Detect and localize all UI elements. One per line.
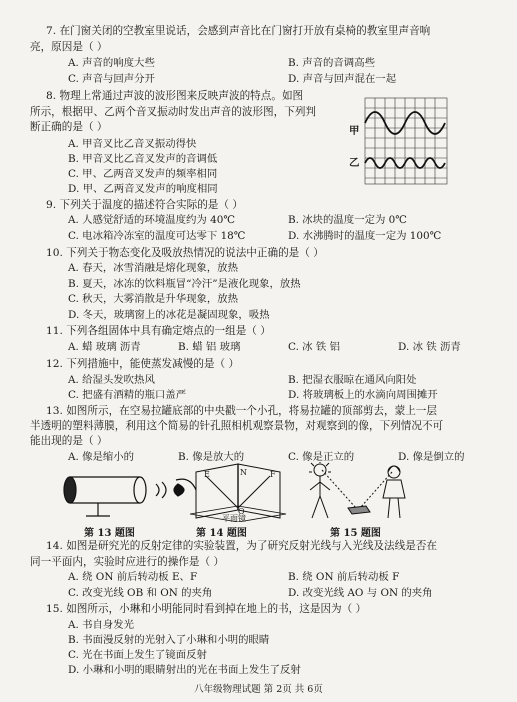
q15-option-c: C. 光在书面上发生了镜面反射 — [68, 649, 207, 661]
q11-option-a: A. 蜡 玻璃 沥青 — [68, 341, 141, 353]
waveform-figure — [364, 97, 448, 185]
q7-option-b: B. 声音的音调高些 — [288, 57, 375, 69]
q13-option-b: B. 像是放大的 — [178, 451, 245, 463]
q8-line1: 8. 物理上常通过声波的波形图来反映声波的特点。如图 — [46, 90, 304, 102]
caption-figure-13: 第 13 题图 — [84, 528, 135, 539]
q7-line1: 7. 在门窗关闭的空教室里说话，会感到声音比在门窗打开放有桌椅的教室里声音响 — [46, 25, 431, 37]
q10-option-a: A. 春天，冰雪消融是熔化现象，放热 — [68, 262, 238, 274]
label-yi: 乙 — [349, 157, 360, 169]
q12-option-d: D. 将玻璃板上的水滴向周围摊开 — [288, 389, 438, 401]
q11-option-b: B. 蜡 铝 玻璃 — [178, 341, 241, 353]
q8-option-d: D. 甲、乙两音叉发声的响度相同 — [68, 183, 218, 195]
page-footer: 八年级物理试题 第 2页 共 6页 — [194, 684, 323, 695]
q12-option-b: B. 把湿衣服晾在通风向阳处 — [288, 374, 417, 386]
q14-option-a: A. 绕 ON 前后转动板 E、F — [68, 571, 198, 583]
q9-option-c: C. 电冰箱冷冻室的温度可达零下 18℃ — [68, 230, 246, 242]
two-people-book-figure — [296, 462, 420, 522]
q13-option-a: A. 像是缩小的 — [68, 451, 135, 463]
caption-figure-15: 第 15 题图 — [330, 528, 381, 539]
q13-line2: 半透明的塑料薄膜，利用这个简易的针孔照相机观察景物，对观察到的像，下列情况不可 — [30, 420, 444, 432]
q14-option-b: B. 绕 ON 前后转动板 F — [288, 571, 400, 583]
q15-option-b: B. 书面漫反射的光射入了小琳和小明的眼睛 — [68, 634, 270, 646]
q15-option-d: D. 小琳和小明的眼睛射出的光在书面上发生了反射 — [68, 664, 301, 676]
q13-line1: 13. 如图所示，在空易拉罐底部的中央戳一个小孔，将易拉罐的顶部剪去，蒙上一层 — [46, 405, 437, 417]
q10-option-d: D. 冬天，玻璃窗上的冰花是凝固现象，吸热 — [68, 309, 270, 321]
q11-line1: 11. 下列各组固体中具有确定熔点的一组是（ ） — [46, 325, 271, 337]
q12-option-a: A. 给湿头发吹热风 — [68, 374, 155, 386]
q9-option-d: D. 水沸腾时的温度一定为 100℃ — [288, 230, 442, 242]
q7-option-c: C. 声音与回声分开 — [68, 73, 155, 85]
q10-option-b: B. 夏天，冰冻的饮料瓶冒“冷汗”是液化现象，放热 — [68, 278, 301, 290]
q7-option-d: D. 声音与回声混在一起 — [288, 73, 397, 85]
q14-line1: 14. 如图是研究光的反射定律的实验装置，为了研究反射光线与入光线及法线是否在 — [46, 540, 437, 552]
q15-line1: 15. 如图所示，小琳和小明能同时看到掉在地上的书，这是因为（ ） — [46, 603, 367, 615]
q13-option-d: D. 像是倒立的 — [398, 451, 465, 463]
q11-option-d: D. 冰 铁 沥青 — [398, 341, 461, 353]
q9-line1: 9. 下列关于温度的描述符合实际的是（ ） — [46, 199, 243, 211]
q8-option-a: A. 甲音叉比乙音叉振动得快 — [68, 138, 197, 150]
q7-line2: 亮，原因是（ ） — [30, 41, 108, 53]
q14-option-d: D. 改变光线 AO 与 ON 的夹角 — [288, 587, 433, 599]
label-f: F — [270, 470, 276, 479]
q13-line3: 能出现的是（ ） — [30, 435, 108, 447]
q9-option-b: B. 冰块的温度一定为 0℃ — [288, 214, 407, 226]
q14-option-c: C. 改变光线 OB 和 ON 的夹角 — [68, 587, 213, 599]
q12-line1: 12. 下列措施中，能使蒸发减慢的是（ ） — [46, 358, 240, 370]
q8-line3: 断正确的是（ ） — [30, 121, 108, 133]
q8-option-b: B. 甲音叉比乙音叉发声的音调低 — [68, 153, 218, 165]
pinhole-camera-figure — [58, 470, 208, 518]
mirror-label: 平面镜 — [222, 514, 246, 523]
q12-option-c: C. 把盛有酒精的瓶口盖严 — [68, 389, 187, 401]
q8-option-c: C. 甲、乙两音叉发声的频率相同 — [68, 168, 218, 180]
q8-line2: 所示，根据甲、乙两个音叉振动时发出声音的波形图，下列判 — [30, 106, 317, 118]
q10-option-c: C. 秋天，大雾消散是升华现象，放热 — [68, 293, 239, 305]
q10-line1: 10. 下列关于物态变化及吸放热情况的说法中正确的是（ ） — [46, 247, 324, 259]
q15-option-a: A. 书自身发光 — [68, 619, 135, 631]
label-jia: 甲 — [349, 125, 360, 137]
q14-line2: 同一平面内，实验时应进行的操作是（ ） — [30, 556, 225, 568]
q7-option-a: A. 声音的响度大些 — [68, 57, 155, 69]
label-e: E — [204, 470, 210, 479]
q9-option-a: A. 人感觉舒适的环境温度约为 40℃ — [68, 214, 235, 226]
label-o: O — [238, 507, 245, 516]
q11-option-c: C. 冰 铁 铝 — [288, 341, 340, 353]
caption-figure-14: 第 14 题图 — [196, 528, 247, 539]
label-n: N — [240, 468, 247, 477]
q13-option-c: C. 像是正立的 — [288, 451, 355, 463]
